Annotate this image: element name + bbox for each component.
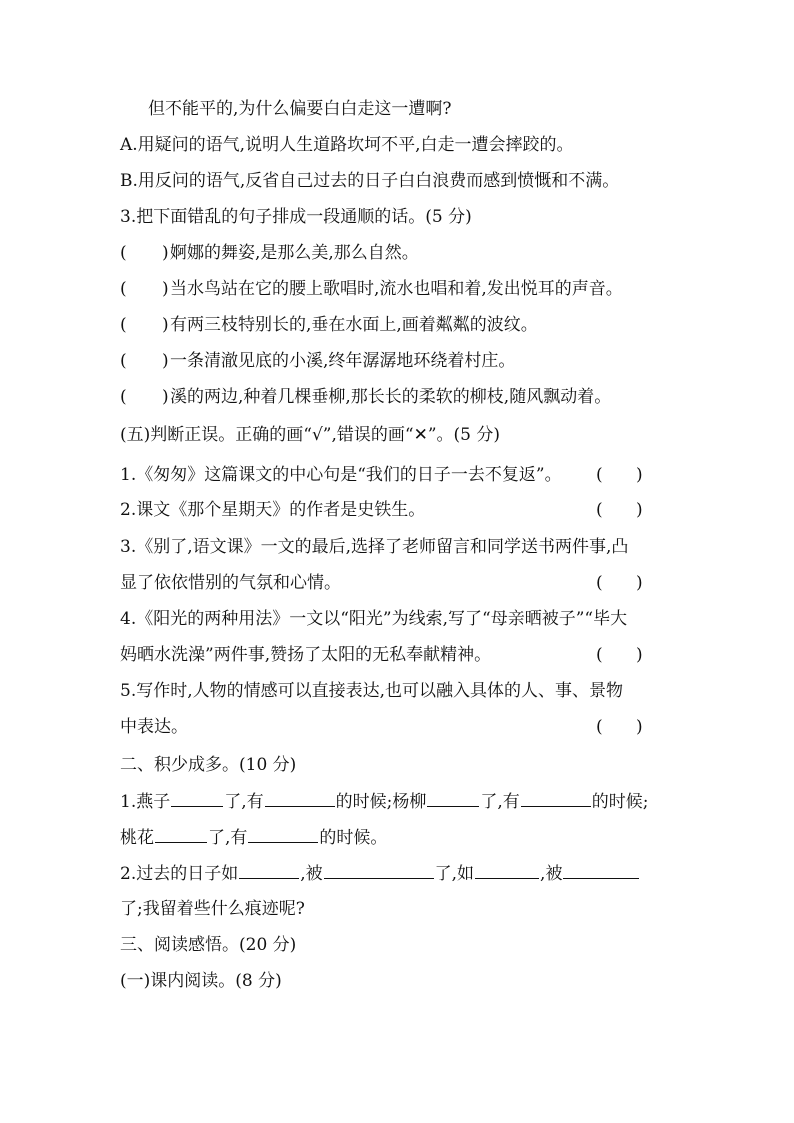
section2-title: 二、积少成多。(10 分) bbox=[120, 755, 297, 775]
fill-blank[interactable] bbox=[475, 858, 539, 879]
order-answer-slot[interactable]: ( ) bbox=[120, 243, 169, 263]
fill-blank[interactable] bbox=[239, 858, 299, 879]
order-answer-slot[interactable]: ( ) bbox=[120, 315, 169, 335]
judge-item-5-line2: 中表达。 bbox=[120, 717, 188, 737]
fill-q2-line1 bbox=[120, 858, 674, 888]
judge-item-2: 2.课文《那个星期天》的作者是史铁生。 bbox=[120, 500, 426, 520]
order-item bbox=[120, 238, 680, 268]
fill-blank[interactable] bbox=[248, 822, 318, 843]
fill-text: 了,有 bbox=[208, 828, 248, 848]
fill-text: 了,有 bbox=[224, 792, 264, 812]
order-item bbox=[120, 310, 680, 340]
judge-item-3-line2: 显了依依惜别的气氛和心情。 bbox=[120, 573, 341, 593]
judge-item-5-line1: 5.写作时,人物的情感可以直接表达,也可以融入具体的人、事、景物 bbox=[120, 681, 624, 701]
order-answer-slot[interactable]: ( ) bbox=[120, 387, 169, 407]
order-item-text: 溪的两边,种着几棵垂柳,那长长的柔软的柳枝,随风飘动着。 bbox=[170, 387, 612, 407]
judge-item-4-line2: 妈晒水洗澡”两件事,赞扬了太阳的无私奉献精神。 bbox=[120, 645, 492, 665]
fill-blank[interactable] bbox=[563, 858, 639, 879]
judge-item-1: 1.《匆匆》这篇课文的中心句是“我们的日子一去不复返”。 bbox=[120, 465, 562, 485]
fill-text: 桃花 bbox=[120, 828, 154, 848]
judge-answer-slot-5[interactable]: ( ) bbox=[596, 717, 643, 737]
fill-q2-line2: 了;我留着些什么痕迹呢? bbox=[120, 899, 305, 919]
order-answer-slot[interactable]: ( ) bbox=[120, 279, 169, 299]
fill-text: 1.燕子 bbox=[120, 792, 171, 812]
fill-text: 了,有 bbox=[480, 792, 520, 812]
fill-text: 的时候。 bbox=[319, 828, 388, 848]
fill-text: ,被 bbox=[300, 864, 323, 884]
fill-text: 的时候; bbox=[591, 792, 649, 812]
fill-blank[interactable] bbox=[521, 786, 591, 807]
fill-text: 了,如 bbox=[434, 864, 475, 884]
order-item-text: 婀娜的舞姿,是那么美,那么自然。 bbox=[170, 243, 419, 263]
judge-answer-slot-4[interactable]: ( ) bbox=[596, 645, 643, 665]
fill-text: 的时候;杨柳 bbox=[335, 792, 427, 812]
fill-q1-line1 bbox=[120, 786, 674, 816]
fill-blank[interactable] bbox=[324, 858, 434, 879]
q2-quote-tail: 但不能平的,为什么偏要白白走这一遭啊? bbox=[148, 99, 452, 119]
q2-option-b: B.用反问的语气,反省自己过去的日子白白浪费而感到愤慨和不满。 bbox=[120, 171, 620, 191]
fill-text: 2.过去的日子如 bbox=[120, 864, 239, 884]
judge-answer-slot-1[interactable]: ( ) bbox=[596, 465, 643, 485]
order-item-text: 有两三枝特别长的,垂在水面上,画着粼粼的波纹。 bbox=[170, 315, 538, 335]
section3-sub1: (一)课内阅读。(8 分) bbox=[120, 971, 282, 991]
order-item bbox=[120, 382, 680, 412]
fill-blank[interactable] bbox=[265, 786, 335, 807]
order-item-text: 一条清澈见底的小溪,终年潺潺地环绕着村庄。 bbox=[170, 351, 516, 371]
judge-item-3-line1: 3.《别了,语文课》一文的最后,选择了老师留言和同学送书两件事,凸 bbox=[120, 537, 629, 557]
judge-item-4-line1: 4.《阳光的两种用法》一文以“阳光”为线索,写了“母亲晒被子”“毕大 bbox=[120, 609, 628, 629]
section3-title: 三、阅读感悟。(20 分) bbox=[120, 935, 297, 955]
fill-blank[interactable] bbox=[155, 822, 207, 843]
order-item bbox=[120, 274, 680, 304]
order-item bbox=[120, 346, 680, 376]
judge-answer-slot-3[interactable]: ( ) bbox=[596, 573, 643, 593]
judge-title: (五)判断正误。正确的画“√”,错误的画“✕”。(5 分) bbox=[120, 425, 500, 445]
q2-option-a: A.用疑问的语气,说明人生道路坎坷不平,白走一遭会摔跤的。 bbox=[120, 135, 574, 155]
order-answer-slot[interactable]: ( ) bbox=[120, 351, 169, 371]
judge-answer-slot-2[interactable]: ( ) bbox=[596, 500, 643, 520]
fill-q1-line2 bbox=[120, 822, 674, 852]
fill-text: ,被 bbox=[540, 864, 563, 884]
order-item-text: 当水鸟站在它的腰上歌唱时,流水也唱和着,发出悦耳的声音。 bbox=[170, 279, 623, 299]
fill-blank[interactable] bbox=[427, 786, 479, 807]
fill-blank[interactable] bbox=[171, 786, 223, 807]
q3-title: 3.把下面错乱的句子排成一段通顺的话。(5 分) bbox=[120, 207, 472, 227]
